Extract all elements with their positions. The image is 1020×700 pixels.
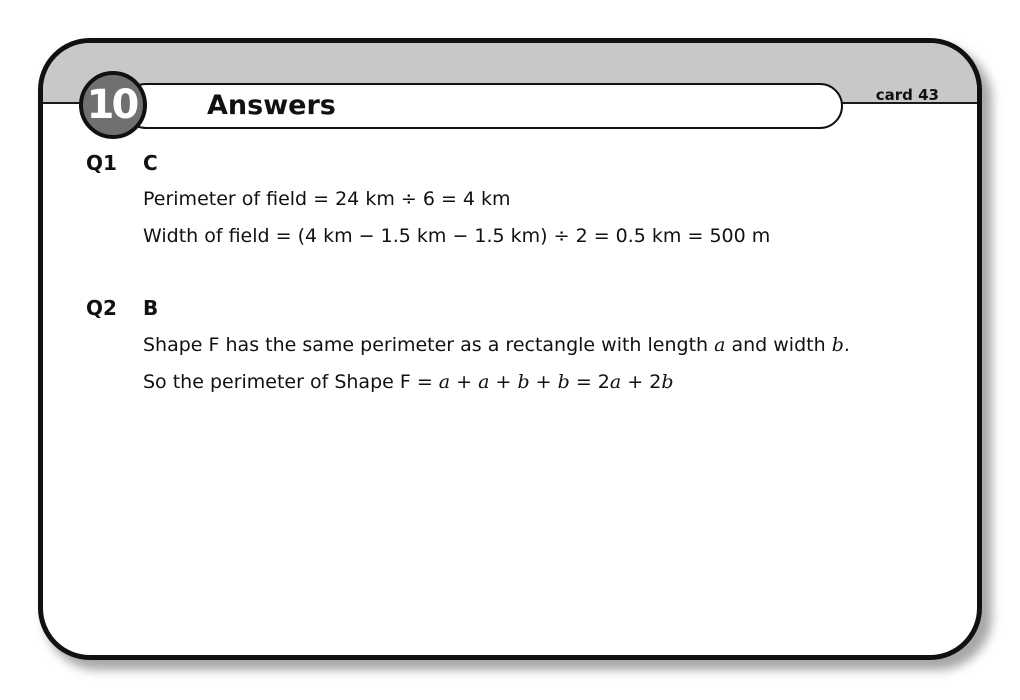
card-number-badge: 10 <box>79 71 147 139</box>
variable-a: a <box>609 371 622 393</box>
operator: + <box>489 371 518 393</box>
variable-a: a <box>438 371 451 393</box>
operator: + 2 <box>621 371 662 393</box>
question-2-number: Q2 <box>86 296 117 320</box>
card-title: Answers <box>207 90 336 121</box>
variable-a: a <box>478 371 490 393</box>
line-text: and width <box>725 334 832 356</box>
variable-a: a <box>714 334 726 356</box>
question-1-line-2: Width of field = (4 km − 1.5 km − 1.5 km) ÷ 2 = 0.5 km = 500 m <box>143 225 771 247</box>
operator: = 2 <box>569 371 610 393</box>
title-pill <box>123 83 843 129</box>
question-1-answer: C <box>143 151 158 175</box>
line-text: . <box>843 334 850 356</box>
line-text: Shape F has the same perimeter as a rectangle with length <box>143 334 715 356</box>
variable-b: b <box>557 371 570 393</box>
variable-b: b <box>831 334 844 356</box>
question-2-line-2 <box>143 371 673 393</box>
question-2-answer: B <box>143 296 159 320</box>
variable-b: b <box>661 371 674 393</box>
line-text: So the perimeter of Shape F = <box>143 371 439 393</box>
operator: + <box>529 371 558 393</box>
card-label: card 43 <box>875 86 939 104</box>
question-2-line-1 <box>143 334 850 356</box>
variable-b: b <box>517 371 530 393</box>
question-1-line-1: Perimeter of field = 24 km ÷ 6 = 4 km <box>143 188 511 210</box>
answer-card <box>38 38 982 660</box>
operator: + <box>450 371 479 393</box>
question-1-number: Q1 <box>86 151 117 175</box>
